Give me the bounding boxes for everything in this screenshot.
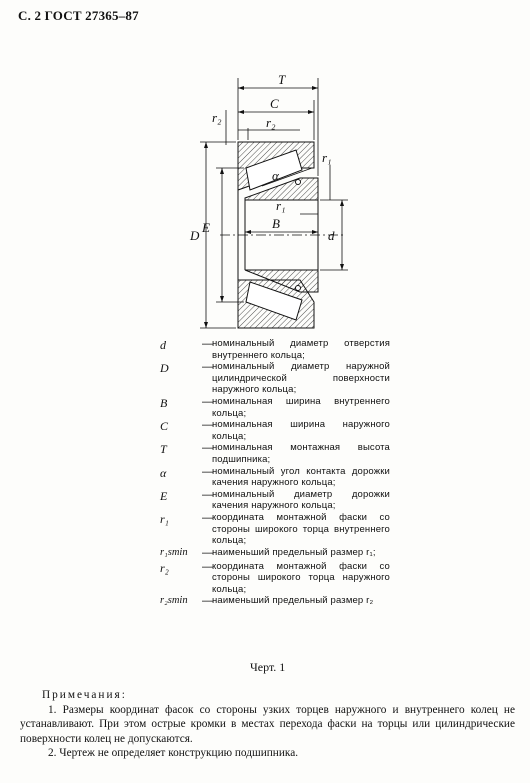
definitions-list	[160, 338, 390, 609]
definition-symbol: r₂smin	[160, 595, 188, 607]
label-D: D	[190, 228, 200, 243]
definition-text: номинальный диаметр наружной цилиндрической поверхности наружного кольца;	[212, 361, 390, 396]
definition-text: координата монтажной фаски со стороны широкого торца наружного кольца;	[212, 560, 390, 595]
definition-text: номинальный диаметр дорожки качения наружного кольца;	[212, 488, 390, 512]
definition-row: B — номинальная ширина внутреннего кольца;	[160, 395, 390, 419]
definition-symbol: T	[160, 442, 167, 457]
definition-row: C — номинальная ширина наружного кольца;	[160, 419, 390, 442]
definition-symbol: D	[160, 361, 169, 376]
bearing-drawing	[160, 70, 360, 340]
definition-text: номинальный диаметр отверстия внутреннего кольца;	[212, 338, 390, 361]
definition-text: наименьший предельный размер r₁;	[212, 546, 376, 558]
label-E: E	[202, 220, 210, 235]
note-item: 2. Чертеж не определяет конструкцию подшипника.	[48, 747, 299, 759]
definition-row: E — номинальный диаметр дорожки качения наружного кольца;	[160, 488, 390, 512]
label-r1-side: r₁	[322, 150, 332, 165]
definition-row: r₁ — координата монтажной фаски со стороны широкого торца внутреннего кольца;	[160, 511, 390, 547]
notes-section	[20, 688, 515, 761]
definition-symbol: C	[160, 419, 169, 434]
definition-row: r₂ — координата монтажной фаски со стороны широкого торца наружного кольца;	[160, 560, 390, 595]
label-C: C	[270, 96, 279, 111]
figure-caption: Черт. 1	[250, 660, 286, 674]
label-d: d	[328, 228, 335, 243]
notes-title: Примечания:	[42, 689, 127, 701]
definition-text: номинальная ширина внутреннего кольца;	[212, 395, 390, 419]
definition-row: r₁smin — наименьший предельный размер r₁;	[160, 547, 390, 561]
label-r1-mid: r₁	[276, 198, 286, 213]
page-header: С. 2 ГОСТ 27365–87	[18, 8, 139, 23]
definition-row: r₂smin — наименьший предельный размер r₂	[160, 595, 390, 609]
definition-symbol: α	[160, 465, 167, 480]
label-B: B	[272, 216, 280, 231]
label-r2-side: r₂	[212, 110, 222, 125]
definition-symbol: d	[160, 338, 166, 352]
definition-symbol: B	[160, 395, 168, 410]
definition-symbol: r₂	[160, 560, 169, 575]
definition-text: номинальный угол контакта дорожки качения наружного кольца;	[212, 465, 390, 489]
definition-symbol: E	[160, 488, 168, 503]
definition-symbol: r₁smin	[160, 546, 188, 558]
definition-row: T — номинальная монтажная высота подшипника;	[160, 442, 390, 465]
label-r2-top: r₂	[266, 115, 276, 130]
definition-row: d — номинальный диаметр отверстия внутреннего кольца;	[160, 338, 390, 361]
definition-text: номинальная ширина наружного кольца;	[212, 419, 390, 442]
definition-row: α — номинальный угол контакта дорожки качения наружного кольца;	[160, 465, 390, 489]
definition-row: D — номинальный диаметр наружной цилиндрической поверхности наружного кольца;	[160, 361, 390, 396]
definition-text: наименьший предельный размер r₂	[212, 595, 374, 607]
definition-symbol: r₁	[160, 511, 169, 526]
label-alpha: α	[272, 168, 279, 183]
definition-text: координата монтажной фаски со стороны широкого торца внутреннего кольца;	[212, 511, 390, 547]
note-item: 1. Размеры координат фасок со стороны узких торцев наружного и внутреннего колец не устанавливают. При этом острые кромки в местах перехода фаски на торцы или цилиндрические поверхности колец не допускаются.	[20, 703, 515, 745]
definition-text: номинальная монтажная высота подшипника;	[212, 442, 390, 465]
label-T: T	[278, 72, 286, 87]
